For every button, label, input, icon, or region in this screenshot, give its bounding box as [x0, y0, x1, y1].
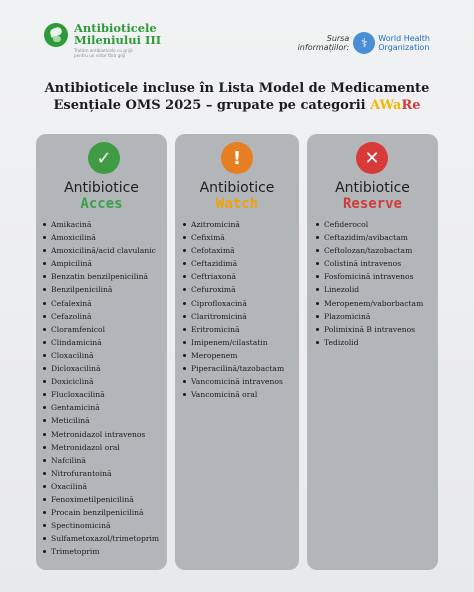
- source-label-line2: informațiilor:: [297, 43, 350, 52]
- category-name: Acces: [80, 196, 123, 212]
- list-item: Meropenem/vaborbactam: [315, 297, 423, 310]
- list-item: Sulfametoxazol/trimetoprim: [42, 532, 159, 545]
- category-name: Reserve: [342, 196, 402, 212]
- list-item: Clindamicină: [42, 336, 159, 349]
- list-item: Claritromicină: [182, 310, 284, 323]
- logo-tagline: Tratăm antibioticele cu grijă pentru un viitor fără griji: [74, 48, 133, 58]
- list-item: Benzatin benzilpenicilină: [42, 270, 159, 283]
- x-icon: ✕: [356, 142, 388, 174]
- list-item: Azitromicină: [182, 218, 284, 231]
- list-item: Colistină intravenos: [315, 257, 423, 270]
- list-item: Meropenem: [182, 349, 284, 362]
- list-item: Polimixină B intravenos: [315, 323, 423, 336]
- list-item: Cefiderocol: [315, 218, 423, 231]
- list-item: Cefazolină: [42, 310, 159, 323]
- category-heading: Antibiotice: [199, 180, 275, 196]
- list-item: Piperacilină/tazobactam: [182, 362, 284, 375]
- list-item: Tedizolid: [315, 336, 423, 349]
- list-item: Eritromicină: [182, 323, 284, 336]
- list-item: Ceftazidimă: [182, 257, 284, 270]
- list-item: Doxiciclină: [42, 375, 159, 388]
- logo: [44, 22, 161, 58]
- who-name: [378, 34, 430, 52]
- logo-line1: Antibioticele: [74, 21, 157, 35]
- who-line2: Organization: [378, 43, 430, 52]
- check-icon: ✓: [88, 142, 120, 174]
- category-name: Watch: [215, 196, 259, 212]
- list-item: Cloxacilină: [42, 349, 159, 362]
- list-item: Amoxicilină/acid clavulanic: [42, 244, 159, 257]
- title-line2: [0, 97, 474, 114]
- list-item: Nafcilină: [42, 454, 159, 467]
- list-item: Benzilpenicilină: [42, 283, 159, 296]
- page-title: [0, 80, 474, 114]
- aware-re: Re: [401, 98, 421, 113]
- list-item: Fenoximetilpenicilină: [42, 493, 159, 506]
- list-item: Gentamicină: [42, 401, 159, 414]
- list-item: Imipenem/cilastatin: [182, 336, 284, 349]
- category-title-reserve: [307, 180, 438, 212]
- list-reserve: [315, 218, 423, 349]
- list-item: Vancomicină intravenos: [182, 375, 284, 388]
- list-item: Fosfomicină intravenos: [315, 270, 423, 283]
- list-item: Spectinomicină: [42, 519, 159, 532]
- list-item: Cefiximă: [182, 231, 284, 244]
- list-item: Trimetoprim: [42, 545, 159, 558]
- list-acces: [42, 218, 159, 558]
- header: [0, 0, 474, 70]
- leaf-logo-icon: [44, 23, 68, 47]
- list-item: Cefotaximă: [182, 244, 284, 257]
- list-item: Ampicilină: [42, 257, 159, 270]
- who-emblem-icon: ⚕: [353, 32, 375, 54]
- list-item: Plazomicină: [315, 310, 423, 323]
- list-item: Cloramfenicol: [42, 323, 159, 336]
- title-line2-text: Esențiale OMS 2025 – grupate pe categorii: [53, 98, 371, 113]
- category-heading: Antibiotice: [64, 180, 139, 196]
- list-item: Ceftriaxonă: [182, 270, 284, 283]
- logo-text: [74, 22, 161, 58]
- list-item: Ciprofloxacină: [182, 297, 284, 310]
- exclamation-icon: !: [221, 142, 253, 174]
- list-item: Linezolid: [315, 283, 423, 296]
- title-line1: Antibioticele incluse în Lista Model de Medicamente: [44, 81, 430, 96]
- list-item: Cefalexină: [42, 297, 159, 310]
- list-item: Ceftolozan/tazobactam: [315, 244, 423, 257]
- category-heading: Antibiotice: [335, 180, 410, 196]
- list-item: Ceftazidim/avibactam: [315, 231, 423, 244]
- list-item: Cefuroximă: [182, 283, 284, 296]
- list-item: Procain benzilpenicilină: [42, 506, 159, 519]
- source-label-line1: Sursa: [326, 34, 350, 43]
- list-watch: [182, 218, 284, 401]
- logo-line2: Mileniului III: [74, 33, 162, 47]
- list-item: Amoxicilină: [42, 231, 159, 244]
- who-line1: World Health: [378, 34, 430, 43]
- list-item: Oxacilină: [42, 480, 159, 493]
- aware-aw: AWa: [370, 98, 402, 113]
- source-attribution: [298, 32, 430, 54]
- list-item: Flucloxacilină: [42, 388, 159, 401]
- list-item: Dicloxacilină: [42, 362, 159, 375]
- list-item: Metronidazol oral: [42, 441, 159, 454]
- list-item: Amikacină: [42, 218, 159, 231]
- list-item: Nitrofurantoină: [42, 467, 159, 480]
- list-item: Meticilină: [42, 414, 159, 427]
- category-title-watch: [175, 180, 299, 212]
- list-item: Metronidazol intravenos: [42, 428, 159, 441]
- category-title-acces: [36, 180, 167, 212]
- list-item: Vancomicină oral: [182, 388, 284, 401]
- source-label: [298, 34, 350, 52]
